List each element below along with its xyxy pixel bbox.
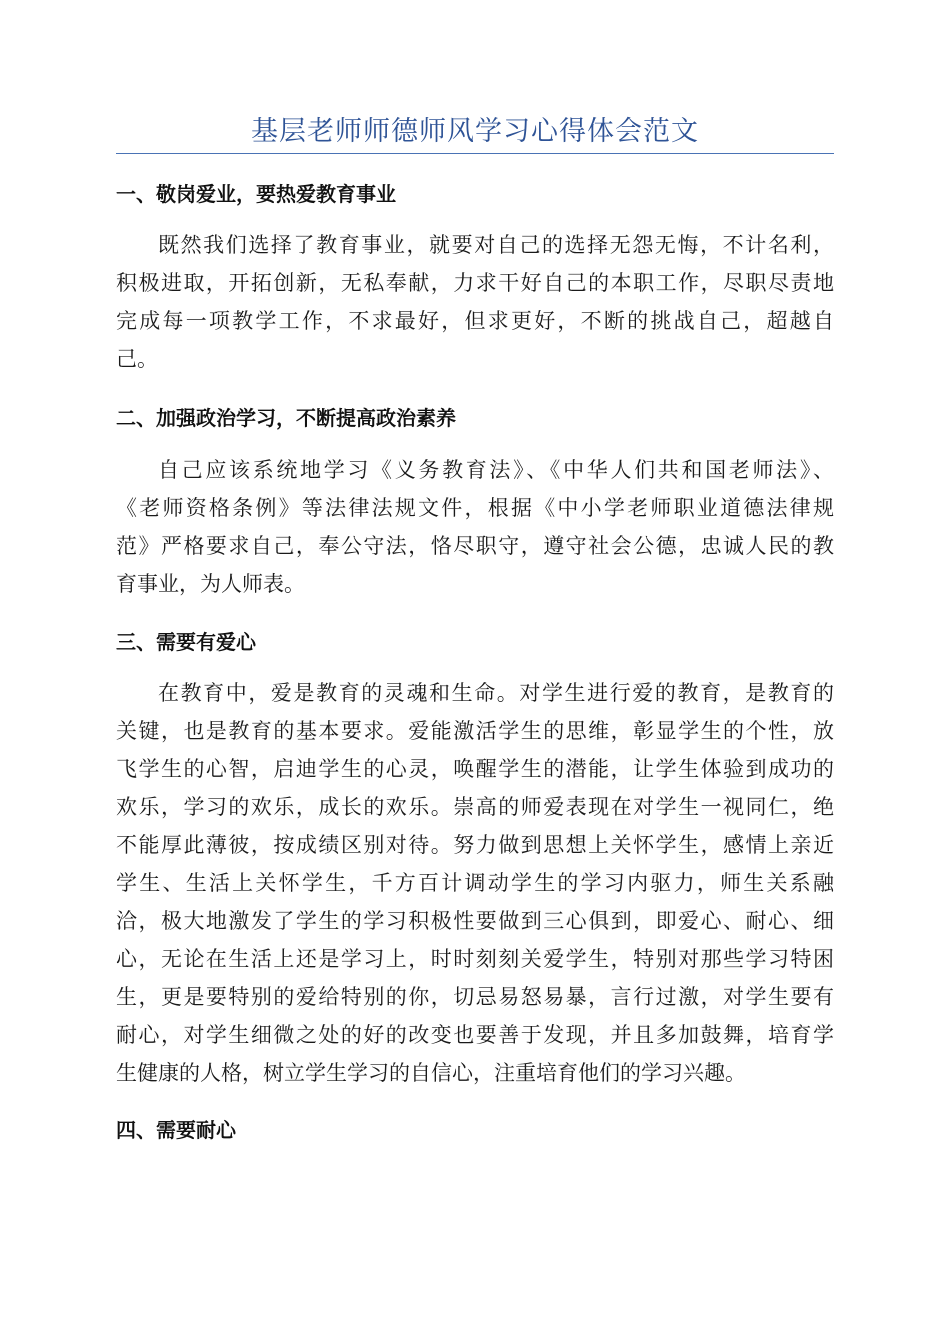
paragraph-line: 关键，也是教育的基本要求。爱能激活学生的思维，彰显学生的个性，放	[116, 719, 834, 743]
document-title: 基层老师师德师风学习心得体会范文	[251, 116, 699, 147]
paragraph-line: 完成每一项教学工作，不求最好，但求更好，不断的挑战自己，超越自	[116, 309, 834, 333]
paragraph-line: 欢乐，学习的欢乐，成长的欢乐。崇高的师爱表现在对学生一视同仁，绝	[116, 795, 834, 819]
paragraph-line: 自己应该系统地学习《义务教育法》、《中华人们共和国老师法》、	[158, 458, 834, 482]
paragraph-line: 心，无论在生活上还是学习上，时时刻刻关爱学生，特别对那些学习特困	[116, 947, 834, 971]
document-page	[116, 0, 834, 1344]
paragraph-line: 育事业，为人师表。	[116, 572, 305, 596]
section-paragraph-2	[116, 451, 834, 603]
paragraph-line: 耐心，对学生细微之处的好的改变也要善于发现，并且多加鼓舞，培育学	[116, 1023, 834, 1047]
paragraph-line: 在教育中，爱是教育的灵魂和生命。对学生进行爱的教育，是教育的	[158, 681, 834, 705]
paragraph-line: 《老师资格条例》等法律法规文件，根据《中小学老师职业道德法律规	[116, 496, 834, 520]
section-heading-4: 四、需要耐心	[116, 1118, 236, 1142]
section-paragraph-3	[116, 674, 834, 1092]
paragraph-line: 学生、生活上关怀学生，千方百计调动学生的学习内驱力，师生关系融	[116, 871, 834, 895]
paragraph-line: 飞学生的心智，启迪学生的心灵，唤醒学生的潜能，让学生体验到成功的	[116, 757, 834, 781]
paragraph-line: 生健康的人格，树立学生学习的自信心，注重培育他们的学习兴趣。	[116, 1061, 746, 1085]
paragraph-line: 既然我们选择了教育事业，就要对自己的选择无怨无悔，不计名利，	[158, 233, 834, 257]
paragraph-line: 己。	[116, 347, 158, 371]
paragraph-line: 范》严格要求自己，奉公守法，恪尽职守，遵守社会公德，忠诚人民的教	[116, 534, 834, 558]
title-underline	[116, 153, 834, 154]
paragraph-line: 积极进取，开拓创新，无私奉献，力求干好自己的本职工作，尽职尽责地	[116, 271, 834, 295]
paragraph-line: 洽，极大地激发了学生的学习积极性要做到三心俱到，即爱心、耐心、细	[116, 909, 834, 933]
section-heading-3: 三、需要有爱心	[116, 630, 256, 654]
paragraph-line: 生，更是要特别的爱给特别的你，切忌易怒易暴，言行过激，对学生要有	[116, 985, 834, 1009]
section-heading-1: 一、敬岗爱业，要热爱教育事业	[116, 182, 396, 206]
paragraph-line: 不能厚此薄彼，按成绩区别对待。努力做到思想上关怀学生，感情上亲近	[116, 833, 834, 857]
section-heading-2: 二、加强政治学习，不断提高政治素养	[116, 406, 456, 430]
section-paragraph-1	[116, 226, 834, 378]
